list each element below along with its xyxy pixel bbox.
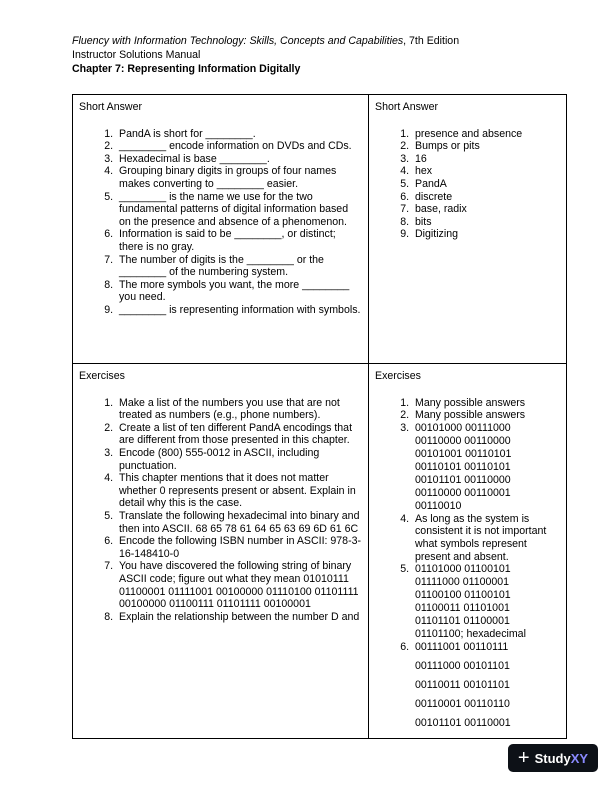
exercise-answer-item — [412, 422, 560, 513]
exercise-answer-item — [412, 641, 560, 730]
question-item: 3. Hexadecimal is base ________. — [116, 153, 362, 166]
exercises-questions-cell — [73, 364, 369, 739]
question-item: 5. ________ is the name we use for the two fundamental patterns of digital information based on the presence and absence of a phenomenon. — [116, 191, 362, 229]
chapter-title: Chapter 7: Representing Information Digitally — [72, 63, 301, 75]
book-title-line — [72, 34, 459, 48]
exercises-answers-heading: Exercises — [375, 370, 421, 382]
question-item: 1. PandA is short for ________. — [116, 128, 362, 141]
binary-line: 01101100; hexadecimal — [415, 628, 526, 641]
binary-line: 00110001 00110110 — [415, 698, 510, 711]
logo-text-study: Study — [534, 750, 571, 766]
plus-icon: + — [517, 747, 530, 769]
question-item: 2. ________ encode information on DVDs and CDs. — [116, 140, 362, 153]
exercise-item: 2. Create a list of ten different PandA encodings that are different from those presented in this chapter. — [116, 422, 362, 447]
question-item: 6. Information is said to be ________, or distinct; there is no gray. — [116, 228, 362, 253]
qa-table — [72, 94, 567, 739]
binary-line: 00110000 00110000 — [415, 434, 511, 447]
studyxy-logo[interactable] — [508, 744, 598, 772]
short-answer-questions-cell — [73, 95, 369, 364]
answer-item: 3. 16 — [412, 153, 560, 166]
answer-item: 4. hex — [412, 165, 560, 178]
answer-item: 6. discrete — [412, 191, 560, 204]
answer-item: 5. PandA — [412, 178, 560, 191]
binary-line: 5. 01101000 01100101 — [415, 563, 511, 576]
exercise-item: 5. Translate the following hexadecimal into binary and then into ASCII. 68 65 78 61 64 65 63 69 6D 61 6C — [116, 510, 362, 535]
short-answer-answers-cell — [369, 95, 567, 364]
binary-line: 01111000 01100001 — [415, 576, 510, 589]
question-item: 4. Grouping binary digits in groups of four names makes converting to ________ easier. — [116, 165, 362, 190]
short-answer-answers-heading: Short Answer — [375, 101, 439, 113]
answer-item: 9. Digitizing — [412, 228, 560, 241]
exercise-answer-item: 4. As long as the system is consistent it is not important what symbols represent present and absent. — [412, 513, 560, 563]
exercises-answers-cell — [369, 364, 567, 739]
binary-line: 3. 00101000 00111000 — [415, 421, 511, 434]
page-header — [72, 34, 459, 76]
exercise-item: 8. Explain the relationship between the number D and — [116, 611, 362, 624]
answer-item: 7. base, radix — [412, 203, 560, 216]
logo-text-xy: XY — [570, 750, 589, 766]
exercise-answer-item: 2. Many possible answers — [412, 409, 560, 422]
logo-text — [535, 751, 588, 766]
question-item: 9. ________ is representing information with symbols. — [116, 304, 362, 317]
binary-line: 00111000 00101101 — [415, 660, 510, 673]
short-answer-question-list — [79, 128, 362, 317]
binary-line: 00110101 00110101 — [415, 460, 511, 473]
answer-item: 8. bits — [412, 216, 560, 229]
binary-line: 00110010 — [415, 499, 462, 512]
manual-title: Instructor Solutions Manual — [72, 49, 201, 61]
exercise-item: 3. Encode (800) 555-0012 in ASCII, including punctuation. — [116, 447, 362, 472]
binary-line: 00101101 00110001 — [415, 717, 511, 730]
edition: , 7th Edition — [403, 35, 460, 47]
exercise-item: 6. Encode the following ISBN number in ASCII: 978-3-16-148410-0 — [116, 535, 362, 560]
binary-line: 01100100 01100101 — [415, 589, 511, 602]
book-title: Fluency with Information Technology: Skills, Concepts and Capabilities — [72, 35, 404, 47]
answer-item: 1. presence and absence — [412, 128, 560, 141]
exercise-item: 1. Make a list of the numbers you use that are not treated as numbers (e.g., phone numbers). — [116, 397, 362, 422]
binary-line: 00110000 00110001 — [415, 486, 511, 499]
binary-line: 00110011 00101101 — [415, 679, 510, 692]
exercise-item: 7. You have discovered the following string of binary ASCII code; figure out what they mean 01010111 01100001 01111001 00100000 01110100 01101111 00100000 01100111 01101111 00100001 — [116, 560, 362, 610]
binary-line: 00101101 00110000 — [415, 473, 511, 486]
question-item: 7. The number of digits is the ________ or the ________ of the numbering system. — [116, 254, 362, 279]
binary-line: 6. 00111001 00110111 — [415, 641, 509, 654]
exercise-answer-item — [412, 563, 560, 641]
binary-line: 01101101 01100001 — [415, 615, 510, 628]
exercise-item: 4. This chapter mentions that it does not matter whether 0 represents present or absent. Explain in detail why this is the case. — [116, 472, 362, 510]
exercises-heading: Exercises — [79, 370, 125, 382]
short-answer-heading: Short Answer — [79, 101, 143, 113]
answer-item: 2. Bumps or pits — [412, 140, 560, 153]
short-answer-answer-list — [375, 128, 560, 241]
binary-line: 01100011 01101001 — [415, 602, 510, 615]
exercise-answer-item: 1. Many possible answers — [412, 397, 560, 410]
question-item: 8. The more symbols you want, the more ________ you need. — [116, 279, 362, 304]
exercise-question-list — [79, 397, 362, 624]
binary-line: 00101001 00110101 — [415, 447, 512, 460]
exercise-answer-list — [375, 397, 560, 731]
